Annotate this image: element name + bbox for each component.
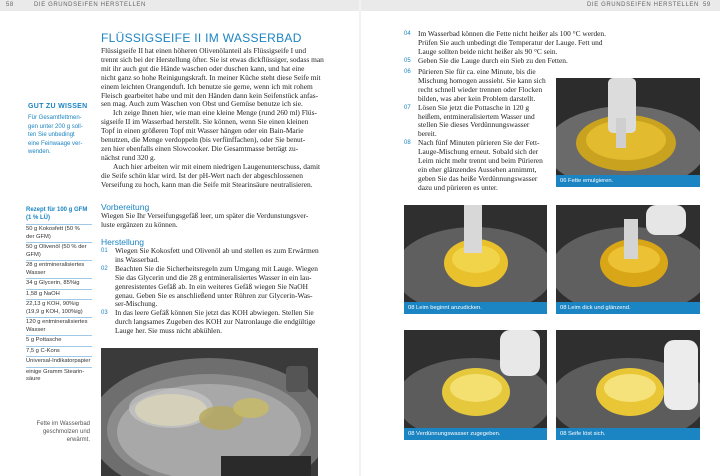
recipe-ingredient-line: 34 g Glycerin, 85%ig <box>26 280 80 286</box>
step-number: 07 <box>404 104 411 111</box>
step-line: Lauge her. Sie muss nicht abkühlen. <box>115 326 222 336</box>
recipe-ingredient <box>26 278 92 289</box>
step <box>101 265 318 310</box>
recipe-ingredient <box>26 260 92 278</box>
intro-line: die Seife schön klar wird. Ist der pH-Wert nach der abgeschlossenen <box>101 170 303 180</box>
intro-line: benutzen, die Menge verdoppeln (bis verfünffachen), oder Sie benut- <box>101 135 306 145</box>
left-running-title: DIE GRUNDSEIFEN HERSTELLEN <box>34 2 146 8</box>
photo-dilution-added <box>404 330 547 440</box>
intro-line: einem leichten Orangenduft. Ich benutze sie gerne, wenn ich mit rohem <box>101 81 313 91</box>
step-number: 01 <box>101 248 108 254</box>
recipe-ingredient-line: Wasser <box>26 269 46 276</box>
prep-text <box>101 212 326 230</box>
right-running-title: DIE GRUNDSEIFEN HERSTELLEN <box>587 2 699 8</box>
step <box>404 30 606 57</box>
recipe-ingredient-line: 28 g entmineralisiertes <box>26 262 85 268</box>
step-line: Im Wasserbad können die Fette nicht heißer als 100 °C werden. <box>418 29 606 38</box>
step-line: Nach fünf Minuten pürieren Sie der Fett- <box>418 138 540 148</box>
side-caption-line: erwärmt. <box>66 437 90 443</box>
recipe-ingredient-line: 50 g Kokosfett (50 % <box>26 226 80 232</box>
photo-caption-bar <box>556 302 700 314</box>
photo-caption-bar <box>404 428 547 440</box>
photo-caption-bar <box>404 302 547 314</box>
step-line: dazu und pürieren es unter. <box>418 182 498 192</box>
recipe-ingredient-line: einige Gramm Stearin- <box>26 368 85 375</box>
recipe-ingredient-line: GFM) <box>26 251 41 258</box>
step-line: Prüfen Sie auch unbedingt die Temperatur der Lauge. Fett und <box>418 37 603 47</box>
step-text <box>418 57 568 66</box>
step-line: Mischung homogen aussieht. Sie kann sich <box>418 75 546 85</box>
recipe-box <box>26 206 92 385</box>
photo-caption: 08 Seife löst sich. <box>560 431 606 437</box>
step <box>101 309 315 336</box>
step-line: Beachten Sie die Sicherheitsregeln zum Umgang mit Lauge. Wiegen <box>115 263 318 273</box>
intro-line: Flüssigseife II hat einen höheren Olivenölanteil als Flüssigseife I und <box>101 46 307 55</box>
side-caption <box>30 420 90 444</box>
step-line: In das leere Gefäß können Sie jetzt das KOH abwiegen. Stellen Sie <box>115 308 314 318</box>
step-line: bilden, was aber kein Problem darstellt. <box>418 93 536 103</box>
recipe-ingredient-line: 1,58 g NaOH <box>26 290 60 297</box>
step-line: Geben Sie die Lauge durch ein Sieb zu den Fetten. <box>418 55 568 65</box>
step <box>404 104 535 140</box>
step-text <box>115 265 318 310</box>
photo-caption: 08 Leim dick und glänzend. <box>560 305 631 311</box>
recipe-ingredient-line: 50 g Olivenöl (50 % der <box>26 244 87 250</box>
intro-line: Verseifung zu hoch, kann man die Seife mit Stearinsäure neutralisieren. <box>101 179 313 189</box>
recipe-ingredient <box>26 317 92 335</box>
recipe-ingredient <box>26 356 92 367</box>
step-number: 08 <box>404 140 411 147</box>
intro-line: nicht ganz so hohe Reinigungskraft. In meiner Küche steht diese Seife mit <box>101 72 321 82</box>
recipe-ingredient-line: 22,13 g KOH, 90%ig <box>26 301 79 307</box>
step-number: 02 <box>101 265 108 272</box>
recipe-ingredient <box>26 299 92 317</box>
recipe-ingredient <box>26 346 92 357</box>
step-line: Pürieren Sie für ca. eine Minute, bis die <box>418 67 536 76</box>
photo-caption: 08 Verdünnungswasser zugegeben. <box>408 431 501 437</box>
step-line: ins Wasserbad. <box>115 254 160 264</box>
page-gutter <box>359 0 361 476</box>
step-line: heißem, entmineralisiertem Wasser und <box>418 111 535 121</box>
recipe-ingredient-line: säure <box>26 376 41 382</box>
intro-line: Topf in einen größeren Topf mit Wasser hängen oder ein Bain-Marie <box>101 126 304 136</box>
recipe-ingredient <box>26 224 92 242</box>
step-line: Leim nicht mehr trennt und beim Pürieren <box>418 156 543 165</box>
recipe-title: Rezept für 100 g GFM <box>26 207 88 213</box>
photo-water-bath <box>101 348 318 476</box>
right-page-number: 59 <box>703 2 711 8</box>
recipe-ingredient-line: der GFM) <box>26 233 51 240</box>
step-line: Lauge sollten beide nicht heißer als 90 °C sein. <box>418 46 558 56</box>
tip-line: Für Gesamtfettmen- <box>28 115 82 121</box>
recipe-ingredient-line: Universal-Indikatorpapier <box>26 358 91 364</box>
recipe-ingredient <box>26 242 92 260</box>
recipe-ingredient <box>26 289 92 300</box>
step-line: Lösen Sie jetzt die Pottasche in 120 g <box>418 102 530 112</box>
step-line: genau. Geben Sie es anschließend unter Rühren zur Glycerin-Was- <box>115 290 313 300</box>
step <box>404 57 568 66</box>
photo-caption-bar <box>556 175 700 187</box>
recipe-ingredient-line: Wasser <box>26 326 46 333</box>
step-line: genresistentes Gefäß ab. In ein weiteres Gefäß wiegen Sie NaOH <box>115 281 308 291</box>
right-header-bar <box>361 0 720 11</box>
intro-line: zen hier ebenfalls einen Slowcooker. Die Gesamtmasse beträgt zu- <box>101 143 299 153</box>
step-line: stellen Sie dieses Verdünnungswasser <box>418 120 530 130</box>
photo-thickening <box>404 205 547 314</box>
recipe-title: (1 % LÜ) <box>26 215 50 221</box>
recipe-ingredient-line: 5 g Pottasche <box>26 337 62 343</box>
intro-line: sen mag. Auch zum Waschen von Obst und Gemüse benutze ich sie. <box>101 99 303 109</box>
photo-soap-dissolves <box>556 330 700 440</box>
step-line: Wiegen Sie Kokosfett und Olivenöl ab und stellen es zum Erwärmen <box>115 246 319 255</box>
recipe-ingredient <box>26 367 92 385</box>
side-caption-line: Fette im Wasserbad <box>36 421 90 427</box>
make-heading: Herstellung <box>101 237 144 247</box>
recipe-list <box>26 224 92 385</box>
tip-line: eine Feinwaage ver- <box>28 140 83 147</box>
step-line: Sie das Glycerin und die 28 g entmineralisiertes Wasser in ein lau- <box>115 272 312 282</box>
step-line: ein eher glänzendes Aussehen annimmt, <box>418 164 537 174</box>
step-line: bereit. <box>418 129 437 139</box>
photo-thick-glossy <box>556 205 700 314</box>
intro-text <box>101 47 326 190</box>
step <box>404 68 546 104</box>
intro-line: nächst rund 320 g. <box>101 152 156 162</box>
left-header-bar <box>0 0 359 11</box>
intro-line: trennt sich bei der Herstellung öfter. Sie ist etwas dickflüssiger, sodass man <box>101 54 324 64</box>
prep-line: Wiegen Sie Ihr Verseifungsgefäß leer, um später die Verdunstungsver- <box>101 211 309 220</box>
tip-heading: GUT ZU WISSEN <box>28 103 88 110</box>
step <box>404 139 543 192</box>
recipe-ingredient-line: 7,5 g C-Kons <box>26 347 60 354</box>
step <box>101 247 319 265</box>
intro-line: sigseife II im Wasserbad herstellt. Sie können, wenn Sie einen kleinen <box>101 117 309 127</box>
prep-line: luste ergänzen zu können. <box>101 219 178 229</box>
step-text <box>115 247 319 265</box>
recipe-ingredient-line: (19,9 g KOH, 100%ig) <box>26 308 83 315</box>
intro-line: mit ihr auch gut die Hände waschen oder duschen kann, und hat eine <box>101 63 305 73</box>
tip-line: gen unter 200 g soll- <box>28 123 83 130</box>
photo-caption-bar <box>556 428 700 440</box>
step-text <box>115 309 315 336</box>
side-caption-line: geschmolzen und <box>42 429 90 435</box>
step-line: geben Sie das heiße Verdünnungswasser <box>418 173 538 183</box>
step-text <box>418 68 546 104</box>
step-number: 03 <box>101 310 108 317</box>
step-line: durch langsames Zugeben des KOH zur Natronlauge die endgültige <box>115 317 316 327</box>
step-number: 04 <box>404 31 411 37</box>
recipe-ingredient <box>26 335 92 346</box>
step-number: 06 <box>404 69 411 75</box>
step-text <box>418 30 606 57</box>
prep-heading: Vorbereitung <box>101 202 150 212</box>
step-line: Lauge-Mischung erneut. Sobald sich der <box>418 147 539 157</box>
tip-box <box>28 103 98 157</box>
step-text <box>418 139 543 192</box>
step-text <box>418 104 535 140</box>
step-line: ser-Mischung. <box>115 299 158 309</box>
intro-line: Auch hier arbeiten wir mit einem niedrigen Laugenunterschuss, damit <box>113 161 321 171</box>
tip-line: ten Sie unbedingt <box>28 132 75 138</box>
intro-line: Ich zeige Ihnen hier, wie man eine kleine Menge (rund 260 ml) Flüs- <box>113 108 317 118</box>
photo-caption: 08 Leim beginnt anzudicken. <box>408 305 482 311</box>
photo-caption: 06 Fette emulgieren. <box>560 178 614 184</box>
left-page-number: 58 <box>6 2 14 8</box>
tip-line: wenden. <box>28 149 51 155</box>
intro-line: Fleisch gearbeitet habe und mit den Händen dann kein Seifenstück anfas- <box>101 90 319 100</box>
article-title: FLÜSSIGSEIFE II IM WASSERBAD <box>101 31 302 45</box>
tip-body <box>28 114 98 157</box>
photo-emulsify <box>556 78 700 187</box>
step-line: recht schnell wieder trennen oder Flocken <box>418 84 543 94</box>
recipe-ingredient-line: 120 g entmineralisiertes <box>26 319 88 325</box>
step-number: 05 <box>404 57 411 64</box>
